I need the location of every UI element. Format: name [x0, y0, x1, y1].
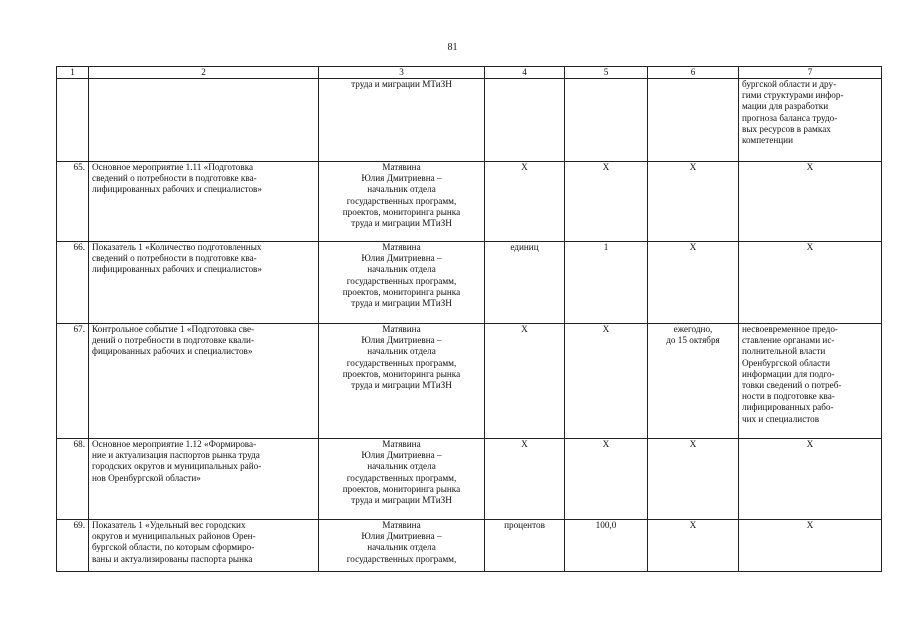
row-responsible [319, 324, 485, 439]
row-note [739, 242, 882, 324]
cell-line: мации для разработки [742, 101, 829, 112]
cell-line: лифицированных рабочих и специалистов» [92, 264, 262, 275]
cell-line: начальник отдела [367, 461, 436, 472]
cell-line: ставление органами ис- [742, 335, 835, 346]
cell-line: Матявина [382, 162, 421, 172]
cell-line: труда и миграции МТиЗН [351, 218, 452, 229]
cell-line: Х [689, 242, 697, 252]
cell-line: государственных программ, [346, 357, 457, 368]
cell-line: Х [689, 520, 697, 530]
cell-line: труда и миграции МТиЗН [351, 79, 452, 89]
table-row [57, 520, 882, 572]
cell-line: проектов, мониторинга рынка [342, 368, 461, 379]
cell-line: Оренбургской области [742, 357, 831, 368]
plan-table [56, 66, 882, 572]
cell-line: Х [806, 162, 814, 172]
row-number: 68. [57, 439, 89, 520]
cell-line: ежегодно, [673, 324, 713, 334]
cell-line: Юлия Дмитриевна – [361, 253, 442, 264]
cell-line: Юлия Дмитриевна – [361, 531, 442, 542]
cell-line: ности в подготовке ква- [742, 391, 835, 402]
table-cell [565, 79, 648, 162]
cell-line: Основное мероприятие 1.11 «Подготовка [92, 162, 254, 172]
cell-line: компетенции [742, 135, 793, 146]
cell-line: полнительной власти [742, 346, 826, 357]
page-number: 81 [447, 42, 458, 53]
header-row [57, 67, 882, 79]
cell-line: дений о потребности в подготовке квали- [92, 335, 255, 346]
table-row [57, 439, 882, 520]
row-unit: единиц [485, 242, 565, 324]
cell-line: товки сведений о потреб- [742, 380, 842, 391]
cell-line: бургской области, по которым сформиро- [92, 542, 255, 553]
cell-line: Юлия Дмитриевна – [361, 450, 442, 461]
row-note [739, 162, 882, 242]
table-row [57, 242, 882, 324]
cell-line: Показатель 1 «Удельный вес городских [92, 520, 246, 530]
row-name [89, 162, 319, 242]
cell-line: Х [806, 439, 814, 449]
cell-line: сведений о потребности в подготовке ква- [92, 173, 257, 184]
continuation-col7 [739, 79, 882, 162]
cell-line: Х [689, 439, 697, 449]
row-deadline [648, 324, 739, 439]
row-value: Х [565, 324, 648, 439]
cell-line: начальник отдела [367, 264, 436, 275]
row-value: Х [565, 162, 648, 242]
col-header-7: 7 [739, 67, 882, 79]
cell-line: нов Оренбургской области» [92, 472, 201, 483]
row-name [89, 324, 319, 439]
row-note [739, 439, 882, 520]
row-deadline [648, 439, 739, 520]
row-responsible [319, 162, 485, 242]
row-note [739, 520, 882, 572]
cell-line: государственных программ, [346, 553, 457, 564]
row-name [89, 439, 319, 520]
cell-line: несвоевременное предо- [742, 324, 838, 334]
row-note [739, 324, 882, 439]
cell-line: вых ресурсов в рамках [742, 123, 831, 134]
cell-line: Юлия Дмитриевна – [361, 335, 442, 346]
cell-line: Показатель 1 «Количество подготовленных [92, 242, 262, 252]
cell-line: информации для подго- [742, 368, 835, 379]
table-row [57, 324, 882, 439]
cell-line: труда и миграции МТиЗН [351, 298, 452, 309]
cell-line: государственных программ, [346, 275, 457, 286]
row-number: 67. [57, 324, 89, 439]
cell-line: труда и миграции МТиЗН [351, 495, 452, 506]
cell-line: ваны и актуализированы паспорта рынка [92, 553, 253, 564]
cell-line: Х [806, 242, 814, 252]
row-name [89, 520, 319, 572]
col-header-3: 3 [319, 67, 485, 79]
cell-line: Матявина [382, 520, 421, 530]
row-number: 69. [57, 520, 89, 572]
cell-line: начальник отдела [367, 346, 436, 357]
table-cell [485, 79, 565, 162]
cell-line: прогноза баланса трудо- [742, 112, 838, 123]
cell-line: городских округов и муниципальных райо- [92, 461, 262, 472]
row-unit: Х [485, 324, 565, 439]
cell-line: Контрольное событие 1 «Подготовка све- [92, 324, 255, 334]
row-responsible [319, 439, 485, 520]
cell-line: труда и миграции МТиЗН [351, 380, 452, 391]
row-responsible [319, 242, 485, 324]
row-responsible [319, 520, 485, 572]
row-unit: Х [485, 162, 565, 242]
col-header-4: 4 [485, 67, 565, 79]
cell-line: сведений о потребности в подготовке ква- [92, 253, 257, 264]
row-deadline [648, 520, 739, 572]
cell-line: лифицированных рабо- [742, 402, 834, 413]
cell-line: проектов, мониторинга рынка [342, 206, 461, 217]
table-body [57, 67, 882, 572]
row-number: 66. [57, 242, 89, 324]
table-cell [89, 79, 319, 162]
table-cell [648, 79, 739, 162]
col-header-6: 6 [648, 67, 739, 79]
table-row [57, 162, 882, 242]
cell-line: ние и актуализация паспортов рынка труда [92, 450, 260, 461]
cell-line: округов и муниципальных районов Орен- [92, 531, 256, 542]
row-value: Х [565, 439, 648, 520]
cell-line: Х [689, 162, 697, 172]
cell-line: государственных программ, [346, 472, 457, 483]
row-value: 1 [565, 242, 648, 324]
cell-line: начальник отдела [367, 184, 436, 195]
cell-line: гими структурами инфор- [742, 90, 844, 101]
col-header-1: 1 [57, 67, 89, 79]
continuation-row [57, 79, 882, 162]
cell-line: бургской области и дру- [742, 79, 837, 89]
continuation-responsible [319, 79, 485, 162]
row-unit: процентов [485, 520, 565, 572]
col-header-5: 5 [565, 67, 648, 79]
cell-line: фицированных рабочих и специалистов» [92, 346, 253, 357]
cell-line: чих и специалистов [742, 413, 820, 424]
cell-line: лифицированных рабочих и специалистов» [92, 184, 262, 195]
cell-line: государственных программ, [346, 195, 457, 206]
row-name [89, 242, 319, 324]
cell-line: Х [806, 520, 814, 530]
cell-line: начальник отдела [367, 542, 436, 553]
cell-line: проектов, мониторинга рынка [342, 286, 461, 297]
col-header-2: 2 [89, 67, 319, 79]
cell-line: Основное мероприятие 1.12 «Формирова- [92, 439, 257, 449]
row-unit: Х [485, 439, 565, 520]
cell-line: Матявина [382, 439, 421, 449]
cell-line: Матявина [382, 242, 421, 252]
row-number: 65. [57, 162, 89, 242]
cell-line: проектов, мониторинга рынка [342, 483, 461, 494]
cell-line: Матявина [382, 324, 421, 334]
cell-line: Юлия Дмитриевна – [361, 173, 442, 184]
table-cell [57, 79, 89, 162]
cell-line: до 15 октября [666, 335, 720, 346]
row-deadline [648, 242, 739, 324]
row-deadline [648, 162, 739, 242]
row-value: 100,0 [565, 520, 648, 572]
